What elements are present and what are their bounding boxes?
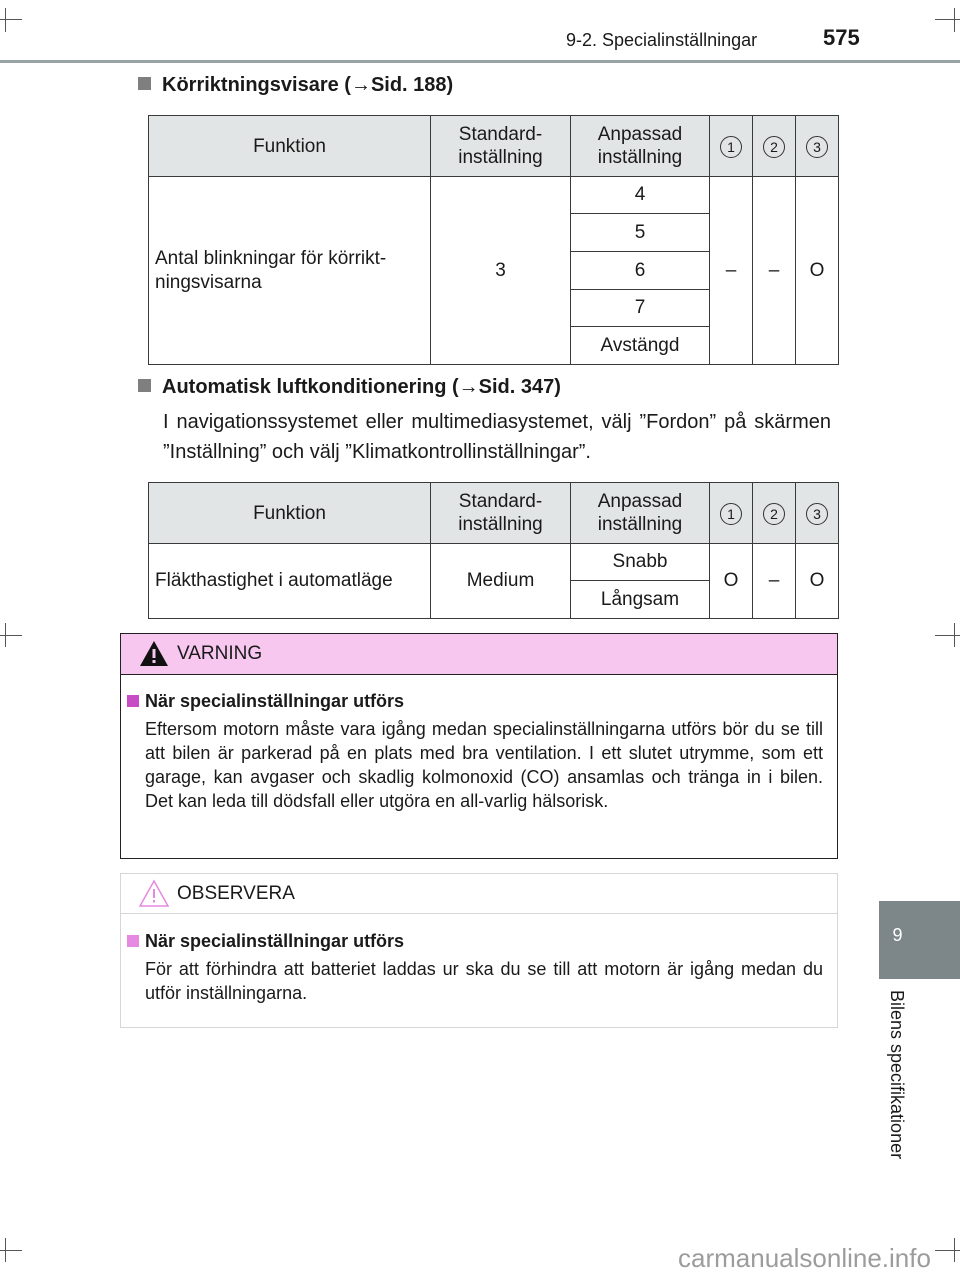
header-col-3 [796, 116, 839, 177]
cell-col-2: – [753, 177, 796, 365]
cell-standard: Medium [431, 544, 571, 619]
cell-option: Avstängd [571, 327, 710, 365]
square-bullet-icon [127, 695, 139, 707]
cell-option: Långsam [571, 581, 710, 619]
section-heading-climate: Automatisk luftkonditionering (→Sid. 347) [138, 376, 561, 399]
warning-text: Eftersom motorn måste vara igång medan specialinställningarna utförs bör du se till att bilen är parkerad på en plats med bra ventilation. I ett slutet utrymme, som ett garage, kan avgaser och skadlig kolmonoxid (CO) ansamlas och tränga in i bilen. Det kan leda till dödsfall eller utgöra en all-varlig hälsorisk. [145, 719, 823, 811]
note-label: OBSERVERA [177, 883, 295, 904]
note-header [121, 874, 837, 914]
note-subheading: När specialinställningar utförs [127, 931, 404, 952]
cell-col-3: O [796, 177, 839, 365]
header-col-1 [710, 483, 753, 544]
header-custom: Anpassad inställning [571, 116, 710, 177]
cell-col-2: – [753, 544, 796, 619]
square-bullet-icon [127, 935, 139, 947]
cell-col-1: – [710, 177, 753, 365]
chapter-label: Bilens specifikationer [887, 990, 907, 1160]
warning-box [120, 633, 838, 859]
circled-number-2-icon: 2 [763, 136, 785, 158]
climate-table [148, 482, 839, 619]
warning-subheading: När specialinställningar utförs [127, 691, 404, 712]
warning-label: VARNING [177, 643, 263, 664]
header-col-2 [753, 483, 796, 544]
circled-number-2-icon: 2 [763, 503, 785, 525]
table-header-row [149, 116, 839, 177]
warning-triangle-icon [139, 639, 169, 667]
header-col-1 [710, 116, 753, 177]
cell-col-1: O [710, 544, 753, 619]
circled-number-1-icon: 1 [720, 136, 742, 158]
section-heading-turn-signal: Körriktningsvisare (→Sid. 188) [138, 74, 453, 97]
cell-function: Antal blinkningar för körrikt- ningsvisarna [149, 177, 431, 365]
table-header-row [149, 483, 839, 544]
header-col-3 [796, 483, 839, 544]
cell-col-3: O [796, 544, 839, 619]
square-bullet-icon [138, 77, 151, 90]
circled-number-1-icon: 1 [720, 503, 742, 525]
note-text: För att förhindra att batteriet laddas ur ska du se till att motorn är igång medan du utför inställningarna. [145, 959, 823, 1003]
cell-option: 6 [571, 252, 710, 290]
header-function: Funktion [149, 116, 431, 177]
square-bullet-icon [138, 379, 151, 392]
cell-function: Fläkthastighet i automatläge [149, 544, 431, 619]
section-title: 9-2. Specialinställningar [566, 30, 758, 50]
page-number: 575 [823, 25, 860, 50]
header-rule [0, 60, 960, 63]
circled-number-3-icon: 3 [806, 136, 828, 158]
header-standard: Standard- inställning [431, 483, 571, 544]
warning-header [121, 634, 837, 675]
header-standard: Standard- inställning [431, 116, 571, 177]
cell-standard: 3 [431, 177, 571, 365]
header-custom: Anpassad inställning [571, 483, 710, 544]
cell-option: 7 [571, 290, 710, 327]
cell-option: 4 [571, 177, 710, 214]
climate-intro-text: I navigationssystemet eller multimediasystemet, välj ”Fordon” på skärmen ”Inställning” och välj ”Klimatkontrollinställningar”. [163, 411, 831, 463]
turn-signal-table [148, 115, 839, 365]
note-box [120, 873, 838, 1028]
circled-number-3-icon: 3 [806, 503, 828, 525]
header-col-2 [753, 116, 796, 177]
table-row [149, 544, 839, 581]
cell-option: 5 [571, 214, 710, 252]
caution-triangle-icon [139, 879, 169, 907]
table-row [149, 177, 839, 214]
header-function: Funktion [149, 483, 431, 544]
cell-option: Snabb [571, 544, 710, 581]
chapter-number: 9 [892, 925, 903, 945]
watermark: carmanualsonline.info [678, 1243, 931, 1273]
